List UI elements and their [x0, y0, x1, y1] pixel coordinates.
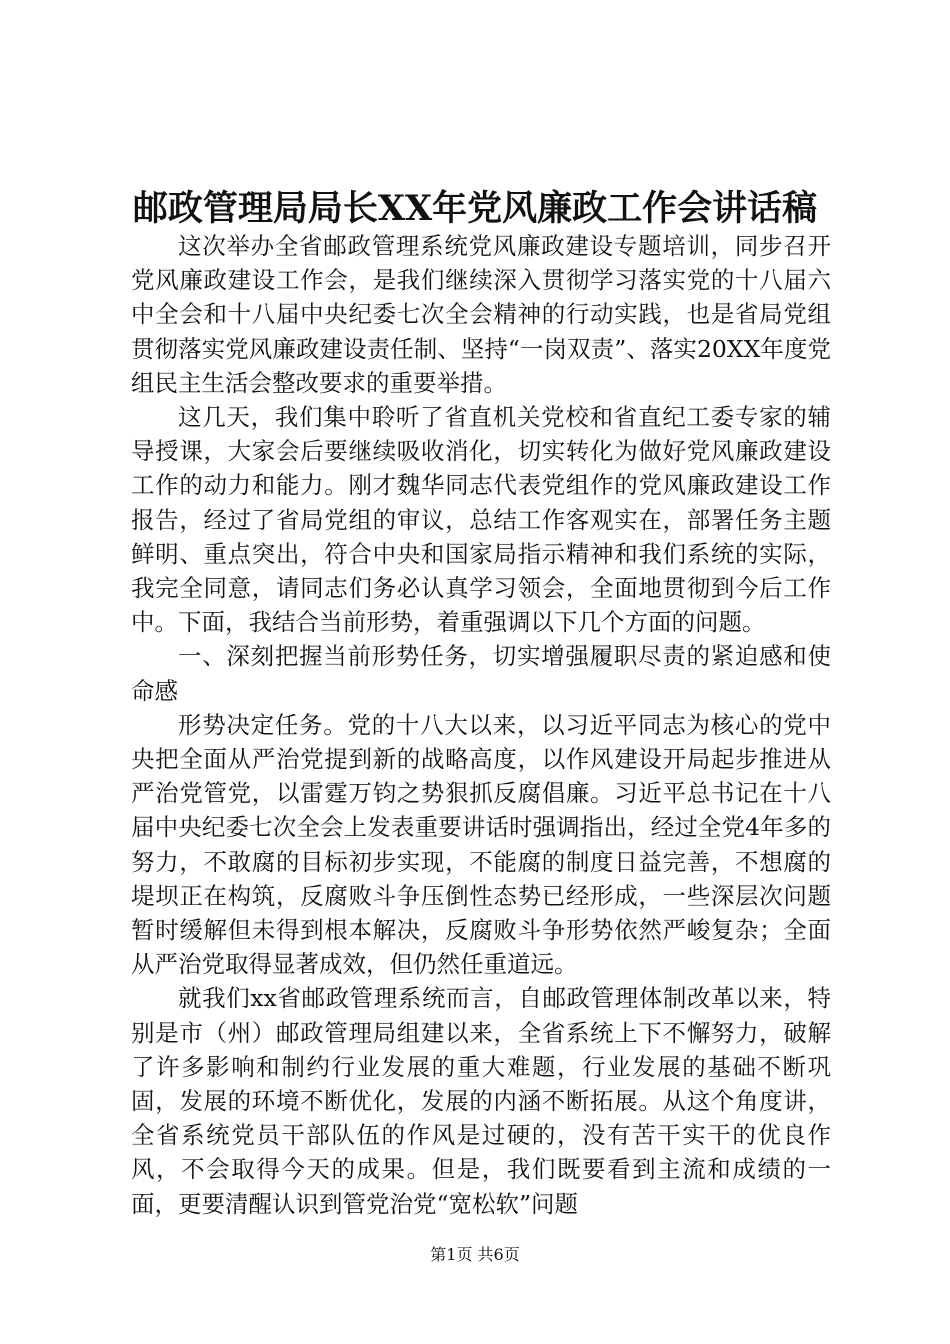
paragraph-training: 这几天，我们集中聆听了省直机关党校和省直纪工委专家的辅导授课，大家会后要继续吸收消化，切实转化为做好党风廉政建设工作的动力和能力。刚才魏华同志代表党组作的党风廉政建设工作报告，经过了省局党组的审议，总结工作客观实在，部署任务主题鲜明、重点突出，符合中央和国家局指示精神和我们系统的实际，我完全同意，请同志们务必认真学习领会，全面地贯彻到今后工作中。下面，我结合当前形势，着重强调以下几个方面的问题。 [131, 403, 831, 637]
document-title: 邮政管理局局长XX年党风廉政工作会讲话稿 [132, 188, 818, 229]
document-body [131, 229, 831, 1221]
paragraph-situation: 形势决定任务。党的十八大以来，以习近平同志为核心的党中央把全面从严治党提到新的战略高度，以作风建设开局起步推进从严治党管党，以雷霆万钧之势狠抓反腐倡廉。习近平总书记在十八届中央纪委七次全会上发表重要讲话时强调指出，经过全党4年多的努力，不敢腐的目标初步实现，不能腐的制度日益完善，不想腐的堤坝正在构筑，反腐败斗争压倒性态势已经形成，一些深层次问题暂时缓解但未得到根本解决，反腐败斗争形势依然严峻复杂；全面从严治党取得显著成效，但仍然任重道远。 [131, 710, 831, 979]
paragraph-intro: 这次举办全省邮政管理系统党风廉政建设专题培训，同步召开党风廉政建设工作会，是我们继续深入贯彻学习落实党的十八届六中全会和十八届中央纪委七次全会精神的行动实践，也是省局党组贯彻落实党风廉政建设责任制、坚持“一岗双责”、落实20XX年度党组民主生活会整改要求的重要举措。 [131, 232, 831, 397]
page-number: 第1页 共6页 [430, 1245, 520, 1264]
paragraph-province: 就我们xx省邮政管理系统而言，自邮政管理体制改革以来，特别是市（州）邮政管理局组建以来，全省系统上下不懈努力，破解了许多影响和制约行业发展的重大难题，行业发展的基础不断巩固，发展的环境不断优化，发展的内涵不断拓展。从这个角度讲，全省系统党员干部队伍的作风是过硬的，没有苦干实干的优良作风，不会取得今天的成果。但是，我们既要看到主流和成绩的一面，更要清醒认识到管党治党“宽松软”问题 [131, 984, 831, 1218]
section-heading-1: 一、深刻把握当前形势任务，切实增强履职尽责的紧迫感和使命感 [131, 642, 831, 705]
